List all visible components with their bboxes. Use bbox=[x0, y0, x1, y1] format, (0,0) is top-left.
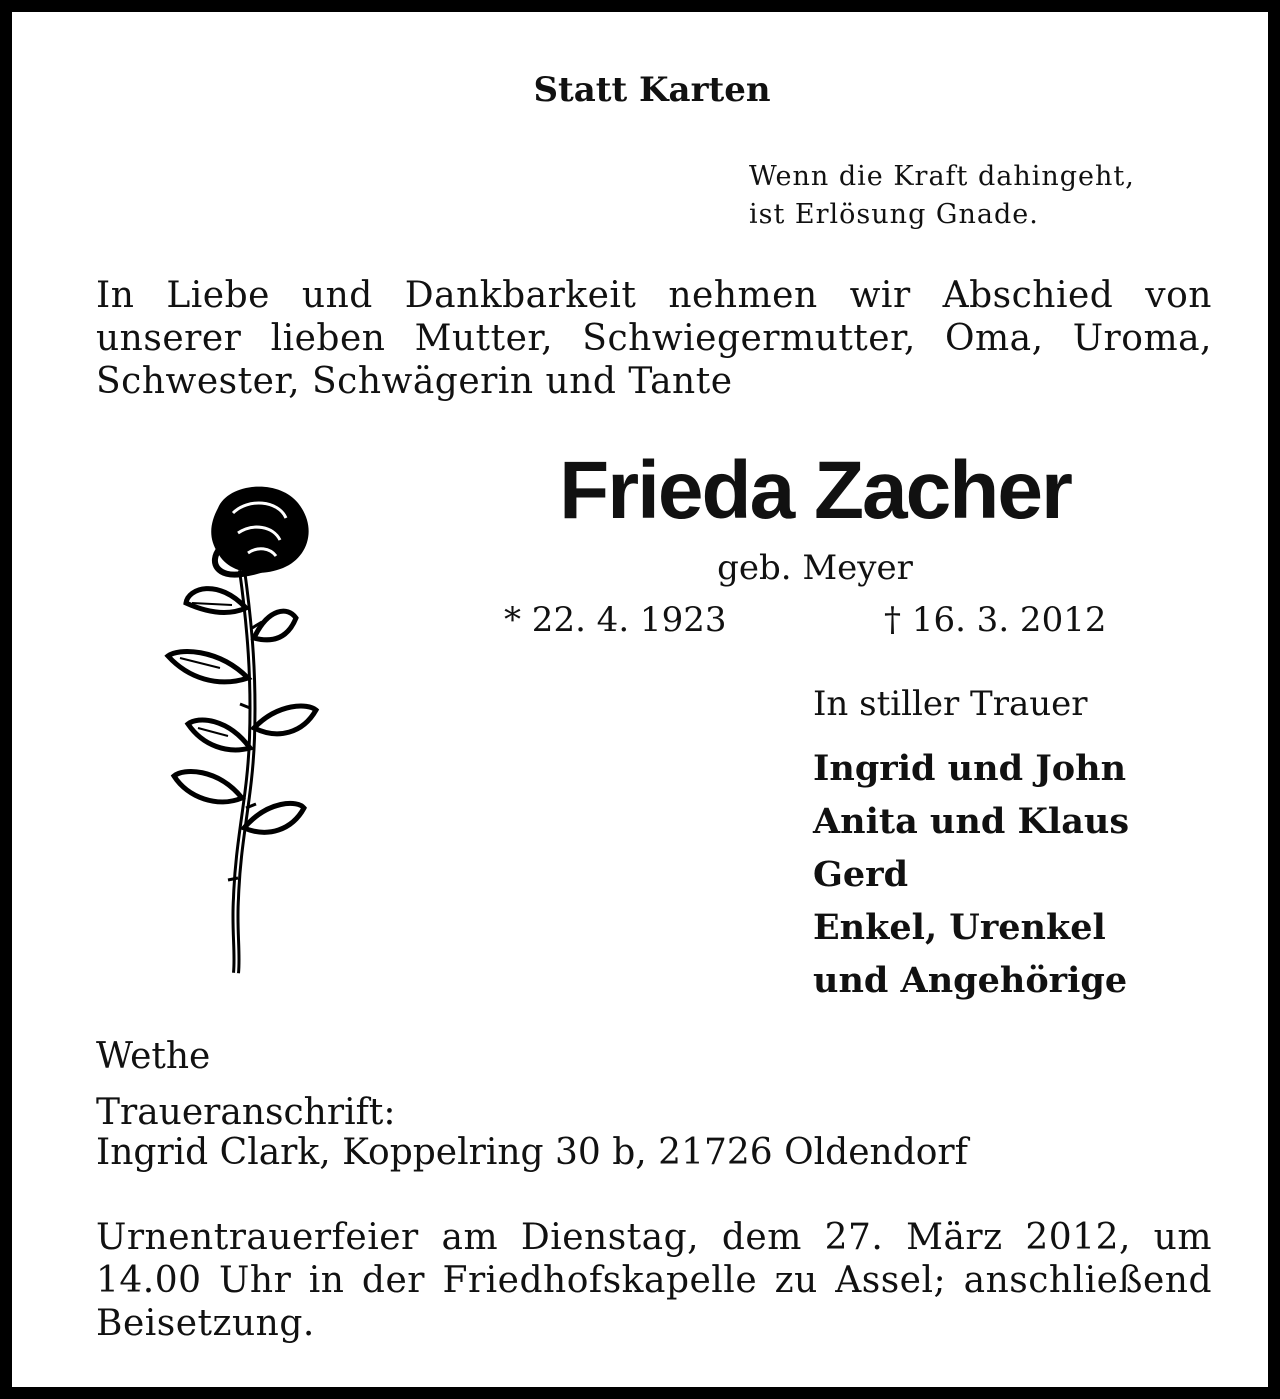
motto-line-2: ist Erlösung Gnade. bbox=[749, 199, 1039, 230]
rose-icon bbox=[158, 478, 328, 976]
deceased-name: Frieda Zacher bbox=[559, 445, 1071, 536]
mourners-list bbox=[813, 742, 1129, 1007]
mourner-line: Gerd bbox=[813, 854, 909, 895]
intro-text: In Liebe und Dankbarkeit nehmen wir Abschied von unserer lieben Mutter, Schwiegermutter, Oma, Uroma, Schwester, Schwägerin und Tante bbox=[96, 275, 1212, 402]
mourner-line: Anita und Klaus bbox=[813, 801, 1130, 842]
ceremony-text: Urnentrauerfeier am Dienstag, dem 27. März 2012, um 14.00 Uhr in der Friedhofskapelle zu Assel; anschließend Beisetzung. bbox=[96, 1217, 1212, 1344]
mourning-intro: In stiller Trauer bbox=[813, 684, 1088, 724]
death-date: † 16. 3. 2012 bbox=[884, 600, 1107, 640]
mourner-line: Ingrid und John bbox=[813, 748, 1127, 789]
notice-heading: Statt Karten bbox=[533, 70, 771, 110]
mourner-line: Enkel, Urenkel bbox=[813, 907, 1106, 948]
motto bbox=[749, 158, 1135, 234]
address-line: Ingrid Clark, Koppelring 30 b, 21726 Oldendorf bbox=[96, 1132, 968, 1173]
mourner-line: und Angehörige bbox=[813, 960, 1128, 1001]
maiden-name: geb. Meyer bbox=[717, 548, 913, 588]
birth-date: * 22. 4. 1923 bbox=[504, 600, 727, 640]
place-name: Wethe bbox=[96, 1036, 211, 1077]
motto-line-1: Wenn die Kraft dahingeht, bbox=[749, 161, 1135, 192]
address-label: Traueranschrift: bbox=[96, 1092, 396, 1133]
